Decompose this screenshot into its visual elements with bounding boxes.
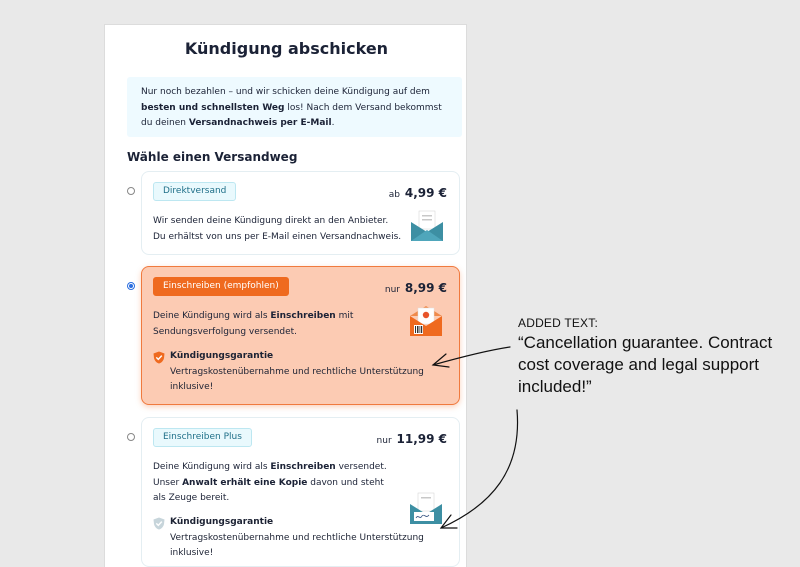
option-badge: Einschreiben Plus (153, 428, 252, 447)
option-description: Deine Kündigung wird als Einschreiben mit Sendungsverfolgung versendet. (153, 311, 354, 337)
arrow-head-2 (433, 354, 449, 367)
guarantee-description: Vertragskostenübernahme und rechtliche Unterstützung inklusive! (170, 533, 424, 558)
guarantee-description: Vertragskostenübernahme und rechtliche Unterstützung inklusive! (170, 367, 424, 392)
page-title: Kündigung abschicken (184, 39, 389, 58)
option-price: nur 8,99 € (384, 281, 447, 295)
option-price: ab 4,99 € (388, 186, 447, 200)
annotation-header: ADDED TEXT: (518, 316, 598, 330)
guarantee-title: Kündigungsgarantie (170, 517, 274, 527)
shipping-method-heading: Wähle einen Versandweg (127, 150, 298, 164)
option-badge: Einschreiben (empfohlen) (153, 277, 289, 296)
info-box: Nur noch bezahlen – und wir schicken deine Kündigung auf dem besten und schnellsten Weg los! Nach dem Versand bekommst du deinen Versandnachweis per E-Mail. (127, 77, 462, 137)
guarantee-title: Kündigungsgarantie (170, 351, 274, 361)
option-description: Deine Kündigung wird als Einschreiben versendet. Unser Anwalt erhält eine Kopie davon und steht als Zeuge bereit. (153, 462, 387, 503)
annotation-text: “Cancellation guarantee. Contract cost coverage and legal support included!” (518, 333, 773, 396)
option-description: Wir senden deine Kündigung direkt an den Anbieter. Du erhältst von uns per E-Mail einen Versandnachweis. (153, 216, 402, 242)
option-badge: Direktversand (153, 182, 236, 201)
option-price: nur 11,99 € (376, 432, 447, 446)
arrow-to-option-3 (441, 410, 518, 528)
